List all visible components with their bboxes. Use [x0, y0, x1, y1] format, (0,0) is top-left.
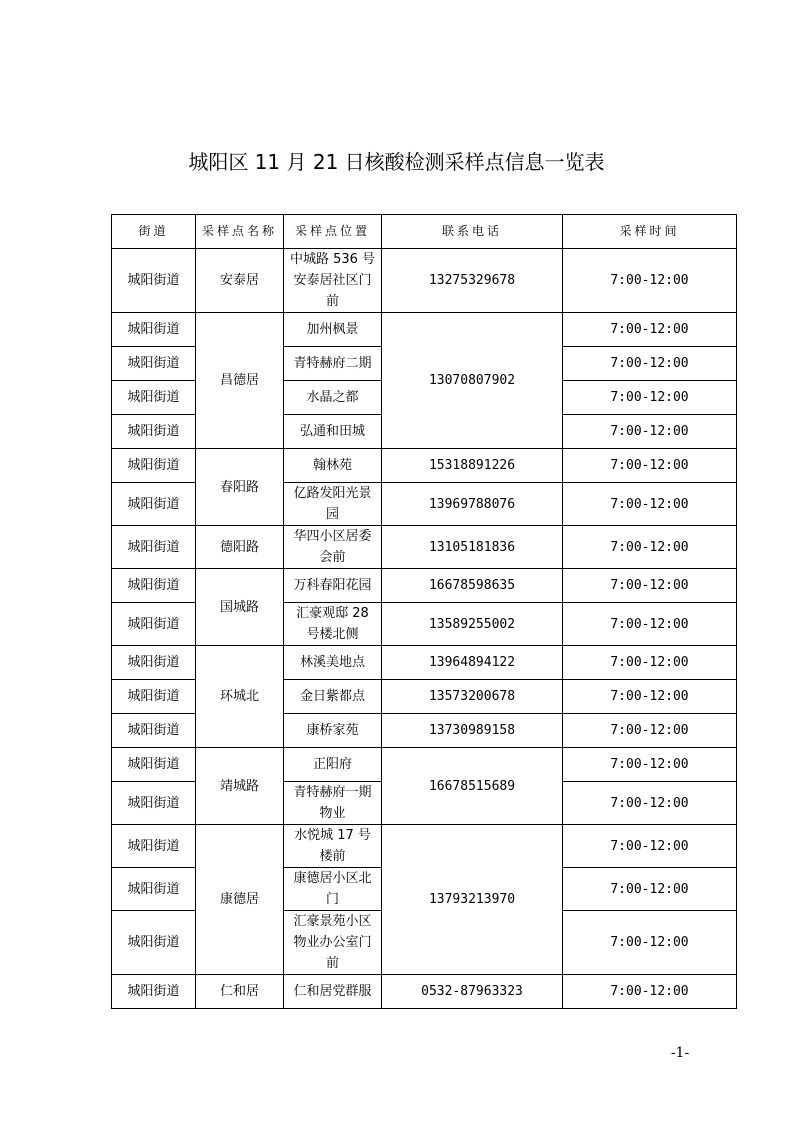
street-cell: 城阳街道 [112, 680, 196, 714]
time-cell: 7:00-12:00 [563, 569, 737, 603]
table-row [112, 975, 737, 1009]
phone-cell: 15318891226 [382, 449, 563, 483]
time-cell: 7:00-12:00 [563, 782, 737, 825]
street-cell: 城阳街道 [112, 249, 196, 313]
phone-cell: 0532-87963323 [382, 975, 563, 1009]
site-location-cell: 加州枫景 [284, 313, 382, 347]
time-cell: 7:00-12:00 [563, 714, 737, 748]
header-phone: 联系电话 [382, 215, 563, 249]
table-row [112, 526, 737, 569]
phone-cell: 13964894122 [382, 646, 563, 680]
site-location-cell: 康德居小区北门 [284, 868, 382, 911]
street-cell: 城阳街道 [112, 646, 196, 680]
site-location-cell: 青特赫府二期 [284, 347, 382, 381]
time-cell: 7:00-12:00 [563, 868, 737, 911]
site-location-cell: 翰林苑 [284, 449, 382, 483]
street-cell: 城阳街道 [112, 381, 196, 415]
site-name-cell: 仁和居 [196, 975, 284, 1009]
street-cell: 城阳街道 [112, 313, 196, 347]
time-cell: 7:00-12:00 [563, 526, 737, 569]
site-location-cell: 水悦城 17 号楼前 [284, 825, 382, 868]
phone-cell: 13105181836 [382, 526, 563, 569]
site-location-cell: 金日紫都点 [284, 680, 382, 714]
header-site-name: 采样点名称 [196, 215, 284, 249]
site-location-cell: 中城路 536 号安泰居社区门前 [284, 249, 382, 313]
site-location-cell: 华四小区居委会前 [284, 526, 382, 569]
time-cell: 7:00-12:00 [563, 975, 737, 1009]
street-cell: 城阳街道 [112, 449, 196, 483]
phone-cell: 16678598635 [382, 569, 563, 603]
time-cell: 7:00-12:00 [563, 825, 737, 868]
phone-cell: 13070807902 [382, 313, 563, 449]
street-cell: 城阳街道 [112, 714, 196, 748]
site-location-cell: 青特赫府一期物业 [284, 782, 382, 825]
street-cell: 城阳街道 [112, 603, 196, 646]
street-cell: 城阳街道 [112, 347, 196, 381]
street-cell: 城阳街道 [112, 569, 196, 603]
header-time: 采样时间 [563, 215, 737, 249]
street-cell: 城阳街道 [112, 526, 196, 569]
site-location-cell: 仁和居党群服 [284, 975, 382, 1009]
header-street: 街道 [112, 215, 196, 249]
site-name-cell: 安泰居 [196, 249, 284, 313]
site-name-cell: 环城北 [196, 646, 284, 748]
time-cell: 7:00-12:00 [563, 911, 737, 975]
street-cell: 城阳街道 [112, 782, 196, 825]
site-location-cell: 汇豪观邸 28 号楼北侧 [284, 603, 382, 646]
document-title: 城阳区 11 月 21 日核酸检测采样点信息一览表 [188, 150, 605, 174]
time-cell: 7:00-12:00 [563, 603, 737, 646]
page-number: -1- [670, 1045, 690, 1061]
table-row [112, 569, 737, 603]
site-location-cell: 万科春阳花园 [284, 569, 382, 603]
time-cell: 7:00-12:00 [563, 646, 737, 680]
site-location-cell: 亿路发阳光景园 [284, 483, 382, 526]
time-cell: 7:00-12:00 [563, 449, 737, 483]
phone-cell: 16678515689 [382, 748, 563, 825]
site-name-cell: 国城路 [196, 569, 284, 646]
site-name-cell: 德阳路 [196, 526, 284, 569]
time-cell: 7:00-12:00 [563, 483, 737, 526]
site-name-cell: 靖城路 [196, 748, 284, 825]
site-location-cell: 正阳府 [284, 748, 382, 782]
time-cell: 7:00-12:00 [563, 680, 737, 714]
street-cell: 城阳街道 [112, 483, 196, 526]
street-cell: 城阳街道 [112, 975, 196, 1009]
street-cell: 城阳街道 [112, 868, 196, 911]
sampling-sites-table [111, 214, 737, 1009]
site-name-cell: 春阳路 [196, 449, 284, 526]
street-cell: 城阳街道 [112, 748, 196, 782]
site-location-cell: 水晶之都 [284, 381, 382, 415]
site-location-cell: 弘通和田城 [284, 415, 382, 449]
time-cell: 7:00-12:00 [563, 313, 737, 347]
time-cell: 7:00-12:00 [563, 381, 737, 415]
street-cell: 城阳街道 [112, 825, 196, 868]
phone-cell: 13573200678 [382, 680, 563, 714]
table-row [112, 449, 737, 483]
table-row [112, 249, 737, 313]
phone-cell: 13969788076 [382, 483, 563, 526]
site-name-cell: 康德居 [196, 825, 284, 975]
street-cell: 城阳街道 [112, 415, 196, 449]
header-site-location: 采样点位置 [284, 215, 382, 249]
site-location-cell: 汇豪景苑小区物业办公室门前 [284, 911, 382, 975]
time-cell: 7:00-12:00 [563, 347, 737, 381]
site-name-cell: 昌德居 [196, 313, 284, 449]
table-row [112, 825, 737, 868]
time-cell: 7:00-12:00 [563, 249, 737, 313]
street-cell: 城阳街道 [112, 911, 196, 975]
time-cell: 7:00-12:00 [563, 748, 737, 782]
table-row [112, 748, 737, 782]
time-cell: 7:00-12:00 [563, 415, 737, 449]
site-location-cell: 康桥家苑 [284, 714, 382, 748]
phone-cell: 13275329678 [382, 249, 563, 313]
phone-cell: 13730989158 [382, 714, 563, 748]
phone-cell: 13793213970 [382, 825, 563, 975]
table-row [112, 646, 737, 680]
table-row [112, 313, 737, 347]
site-location-cell: 林溪美地点 [284, 646, 382, 680]
phone-cell: 13589255002 [382, 603, 563, 646]
